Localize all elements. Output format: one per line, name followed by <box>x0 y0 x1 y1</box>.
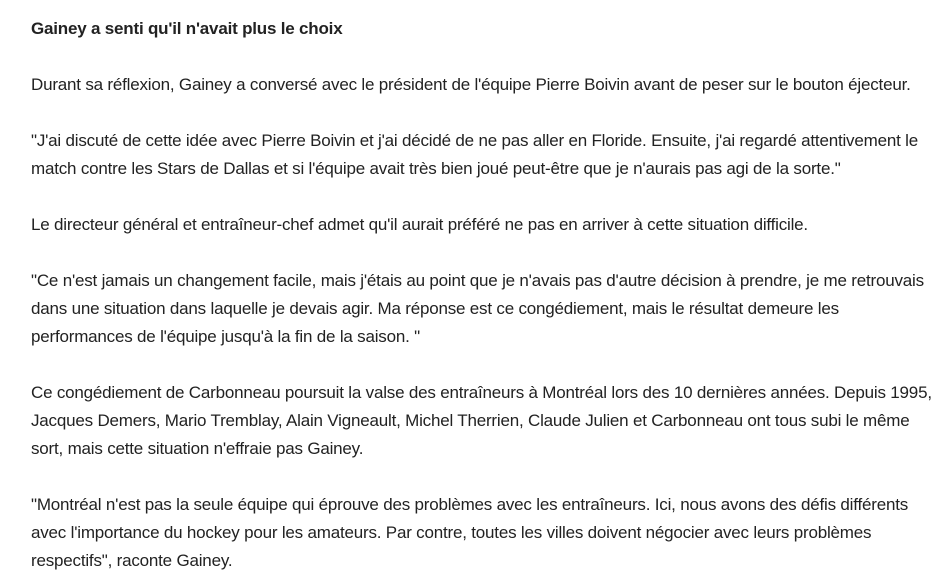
paragraph-coaching-history: Ce congédiement de Carbonneau poursuit la valse des entraîneurs à Montréal lors des 10 dernières années. Depuis 1995, Jacques Demers, Mario Tremblay, Alain Vigneault, Michel Therrien, Claude Julien et Carbonneau ont tous subi le même sort, mais cette situation n'effraie pas Gainey. <box>31 383 932 458</box>
paragraph-quote-decision: "Ce n'est jamais un changement facile, mais j'étais au point que je n'avais pas d'autre décision à prendre, je me retrouvais dans une situation dans laquelle je devais agir. Ma réponse est ce congédiement, mais le résultat demeure les performances de l'équipe jusqu'à la fin de la saison. " <box>31 271 924 346</box>
paragraph-reflection: Durant sa réflexion, Gainey a conversé avec le président de l'équipe Pierre Boivin avant de peser sur le bouton éjecteur. <box>31 75 911 94</box>
paragraph-quote-boivin: "J'ai discuté de cette idée avec Pierre Boivin et j'ai décidé de ne pas aller en Floride. Ensuite, j'ai regardé attentivement le match contre les Stars de Dallas et si l'équipe avait très bien joué peut-être que je n'aurais pas agi de la sorte." <box>31 131 918 178</box>
paragraph-quote-montreal: "Montréal n'est pas la seule équipe qui éprouve des problèmes avec les entraîneurs. Ici, nous avons des défis différents avec l'importance du hockey pour les amateurs. Par contre, toutes les villes doivent négocier avec leurs problèmes respectifs", raconte Gainey. <box>31 495 909 570</box>
article-body <box>31 15 937 575</box>
section-heading: Gainey a senti qu'il n'avait plus le choix <box>31 19 343 38</box>
paragraph-director-admits: Le directeur général et entraîneur-chef admet qu'il aurait préféré ne pas en arriver à cette situation difficile. <box>31 215 808 234</box>
